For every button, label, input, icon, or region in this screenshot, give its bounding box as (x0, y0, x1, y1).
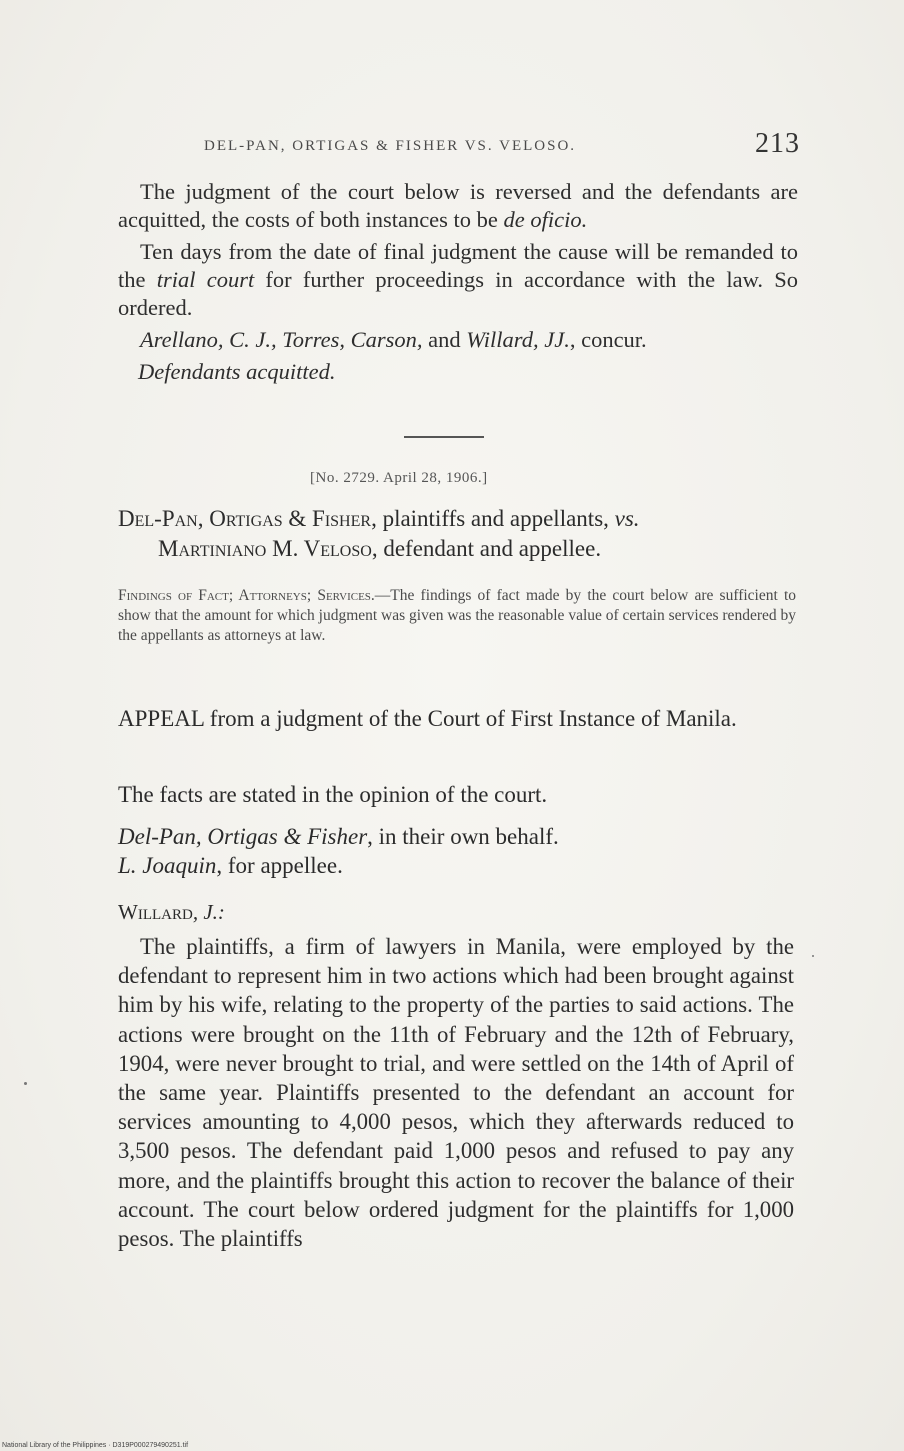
section-rule (404, 436, 484, 438)
opinion-text: The plaintiffs, a firm of lawyers in Manila, were employed by the defendant to represent him in two actions which had been brought against him by his wife, relating to the property of the parties to said actions. The actions were brought on the 11th of February and the 12th of February, 1904, were never brought to trial, and were settled on the 14th of April of the same year. Plaintiffs presented to the defendant an account for services amounting to 4,000 pesos, which they afterwards reduced to 3,500 pesos. The defendant paid 1,000 pesos and refused to pay any more, and the plaintiffs brought this action to recover the balance of their account. The court below ordered judgment for the plaintiffs for 1,000 pesos. The plaintiffs (118, 934, 794, 1252)
scan-speck (812, 955, 814, 957)
prior-case-conclusion (118, 178, 798, 386)
facts-statement: The facts are stated in the opinion of the court. (118, 782, 548, 807)
case-parties: Del-Pan, Ortigas & Fisher, plaintiffs and appellants, vs. Martiniano M. Veloso, defendant and appellee. (118, 506, 640, 561)
justice-heading: Willard, J.: (118, 900, 225, 924)
concurrence-line: Arellano, C. J., Torres, Carson, and Willard, JJ., concur. (140, 327, 647, 352)
counsel-block (118, 822, 798, 880)
page-number: 213 (755, 128, 800, 159)
counsel-plaintiffs: Del-Pan, Ortigas & Fisher, in their own behalf. (118, 824, 559, 849)
scan-speck (24, 1082, 27, 1085)
disposition: Defendants acquitted. (138, 359, 336, 384)
running-head: DEL-PAN, ORTIGAS & FISHER VS. VELOSO. (204, 138, 577, 154)
judgment-paragraph: The judgment of the court below is reversed and the defendants are acquitted, the costs of both instances to be de oficio. (118, 179, 798, 232)
scan-footer: National Library of the Philippines · D319P000279490251.tif (2, 1442, 189, 1449)
appeal-line: APPEAL from a judgment of the Court of First Instance of Manila. (118, 706, 737, 731)
counsel-appellee: L. Joaquin, for appellee. (118, 853, 343, 878)
case-number: [No. 2729. April 28, 1906.] (310, 470, 488, 486)
syllabus: Findings of Fact; Attorneys; Services.—The findings of fact made by the court below are sufficient to show that the amount for which judgment was given was the reasonable value of certain services rendered by the appellants as attorneys at law. (118, 587, 796, 644)
remand-paragraph: Ten days from the date of final judgment the cause will be remanded to the trial court for further proceedings in accordance with the law. So ordered. (118, 239, 798, 320)
